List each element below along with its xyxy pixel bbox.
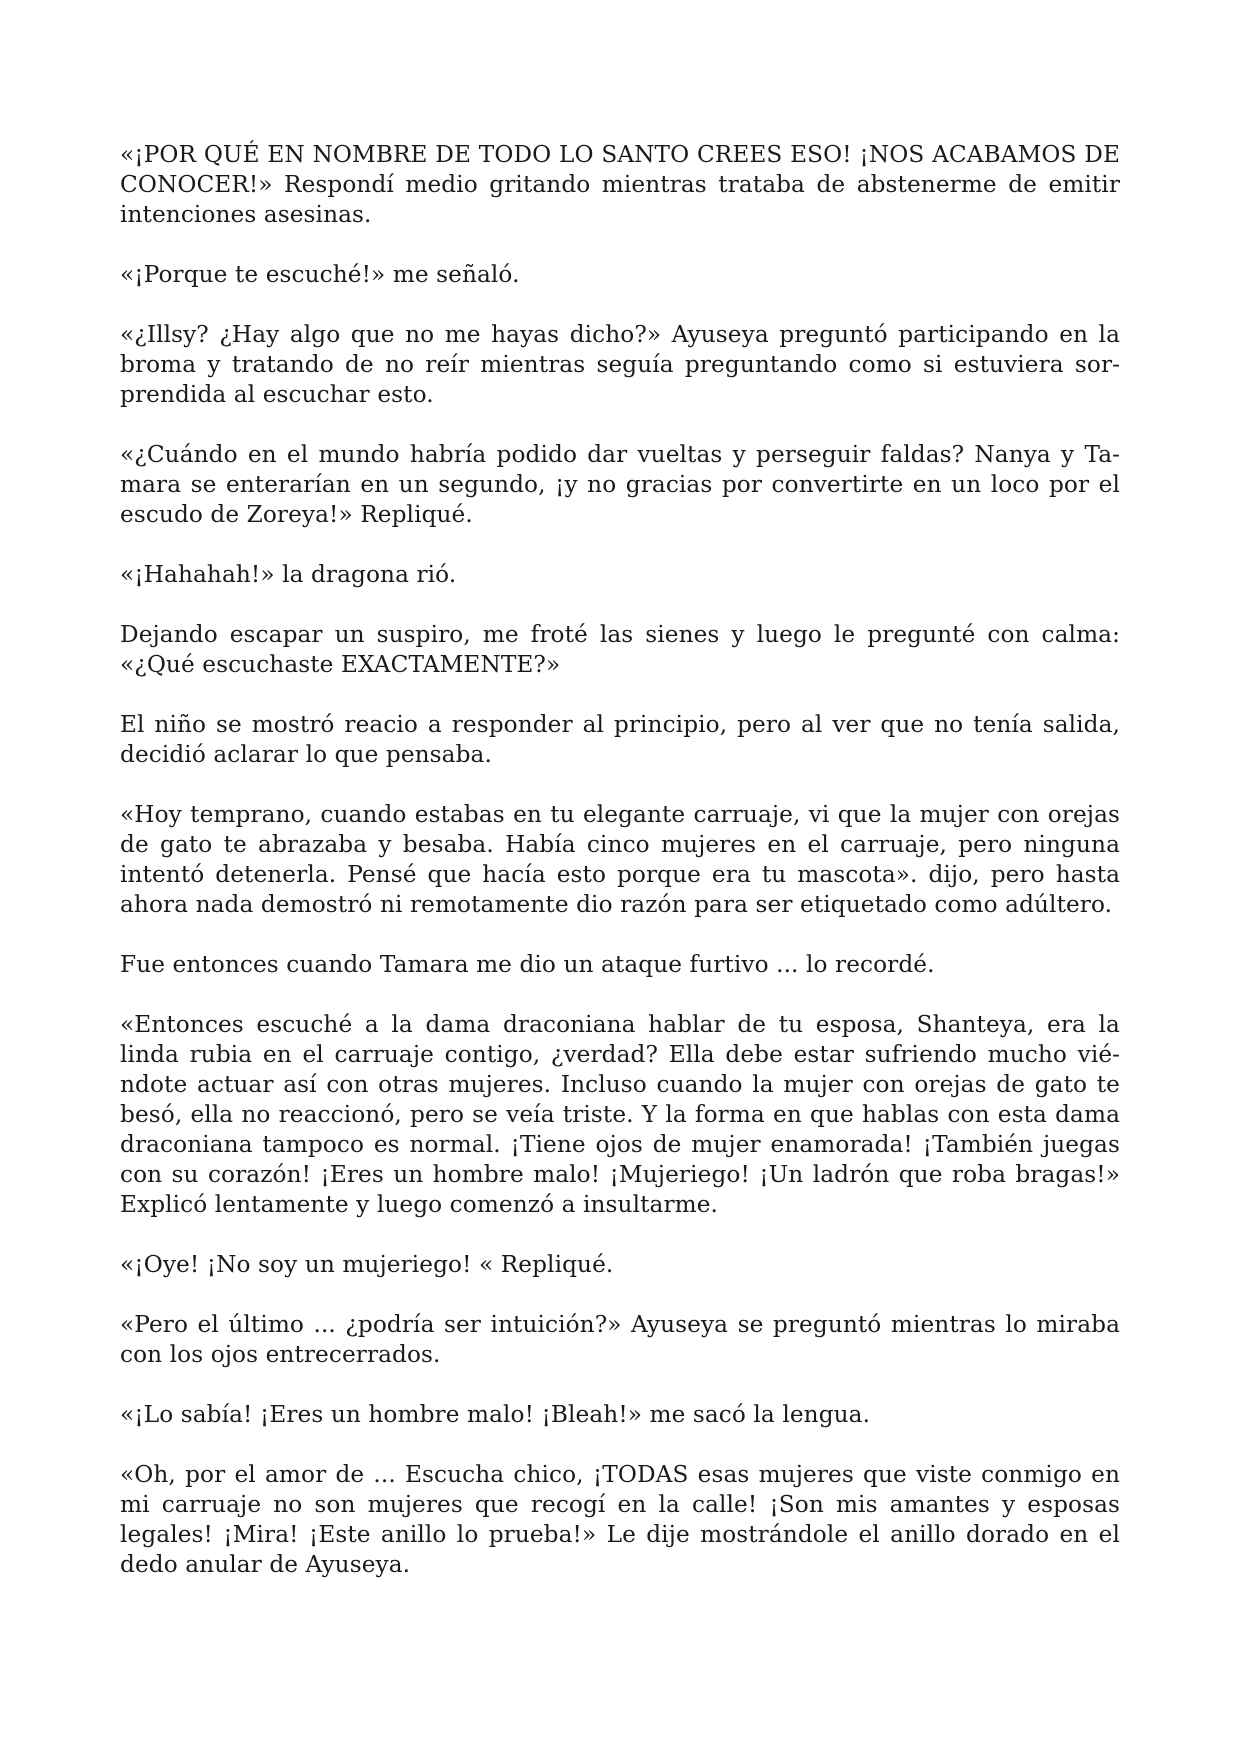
paragraph-4: «¿Cuándo en el mundo habría podido dar vueltas y perseguir faldas? Nanya y Tamara se enterarían en un segundo, ¡y no gracias por convertirte en un loco por el escudo de Zoreya!» Repliqué. bbox=[120, 441, 1120, 528]
paragraph-8: «Hoy temprano, cuando estabas en tu elegante carruaje, vi que la mujer con orejas de gato te abrazaba y besaba. Había cinco mujeres en el carruaje, pero ninguna intentó detenerla. Pensé que hacía esto porque era tu mascota». dijo, pero hasta ahora nada demostró ni remotamente dio razón para ser etiquetado como adúltero. bbox=[120, 801, 1120, 918]
paragraph-13: «¡Lo sabía! ¡Eres un hombre malo! ¡Bleah!» me sacó la lengua. bbox=[120, 1401, 871, 1428]
paragraph-14: «Oh, por el amor de ... Escucha chico, ¡TODAS esas mujeres que viste conmigo en mi carruaje no son mujeres que recogí en la calle! ¡Son mis amantes y esposas legales! ¡Mira! ¡Este anillo lo prueba!» Le dije mostrándole el anillo dorado en el dedo anular de Ayuseya. bbox=[120, 1461, 1120, 1578]
paragraph-10: «Entonces escuché a la dama draconiana hablar de tu esposa, Shanteya, era la linda rubia en el carruaje contigo, ¿verdad? Ella debe estar sufriendo mucho viéndote actuar así con otras mujeres. Incluso cuando la mujer con orejas de gato te besó, ella no reaccionó, pero se veía triste. Y la forma en que hablas con esta dama draconiana tampoco es normal. ¡Tiene ojos de mujer enamorada! ¡También juegas con su corazón! ¡Eres un hombre malo! ¡Mujeriego! ¡Un ladrón que roba bragas!» Explicó lentamente y luego comenzó a insultarme. bbox=[120, 1011, 1120, 1218]
document-page bbox=[120, 140, 1120, 1580]
paragraph-1: «¡POR QUÉ EN NOMBRE DE TODO LO SANTO CREES ESO! ¡NOS ACABAMOS DE CONOCER!» Respondí medio gritando mientras trataba de abstenerme de emitir intenciones asesinas. bbox=[120, 141, 1120, 228]
paragraph-2: «¡Porque te escuché!» me señaló. bbox=[120, 261, 520, 288]
paragraph-9: Fue entonces cuando Tamara me dio un ataque furtivo ... lo recordé. bbox=[120, 951, 935, 978]
paragraph-5: «¡Hahahah!» la dragona rió. bbox=[120, 561, 457, 588]
paragraph-6: Dejando escapar un suspiro, me froté las sienes y luego le pregunté con calma: «¿Qué escuchaste EXACTAMENTE?» bbox=[120, 621, 1120, 678]
paragraph-7: El niño se mostró reacio a responder al principio, pero al ver que no tenía salida, decidió aclarar lo que pensaba. bbox=[120, 711, 1120, 768]
paragraph-3: «¿Illsy? ¿Hay algo que no me hayas dicho?» Ayuseya preguntó participando en la broma y tratando de no reír mientras seguía preguntando como si estuviera sorprendida al escuchar esto. bbox=[120, 321, 1120, 408]
paragraph-11: «¡Oye! ¡No soy un mujeriego! « Repliqué. bbox=[120, 1251, 614, 1278]
paragraph-12: «Pero el último ... ¿podría ser intuición?» Ayuseya se preguntó mientras lo miraba con los ojos entrecerrados. bbox=[120, 1311, 1120, 1368]
